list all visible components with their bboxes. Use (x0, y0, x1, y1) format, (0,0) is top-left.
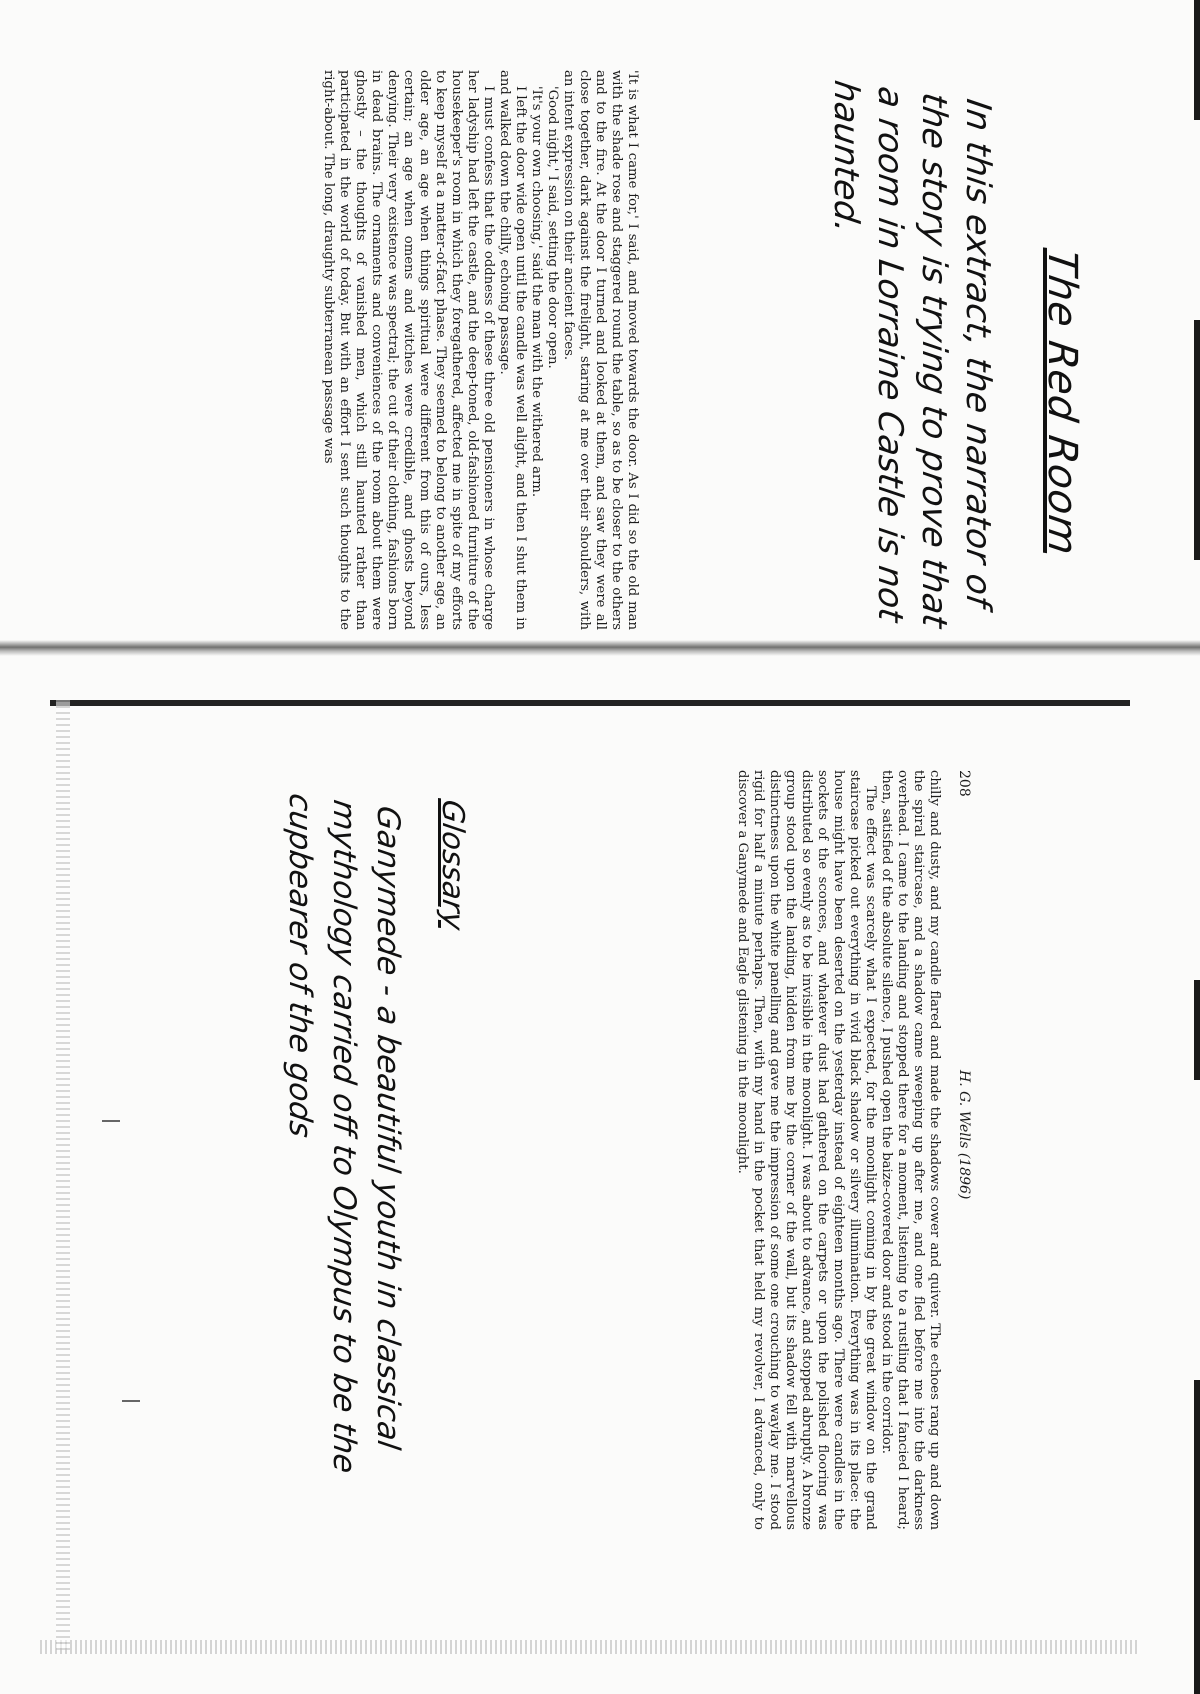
left-page-text (320, 70, 640, 630)
scan-edge-stipple (40, 1640, 1140, 1654)
scan-mark (122, 1400, 140, 1402)
glossary-entry: Ganymede - a beautiful youth in classical mythology carried off to Olympus to be the cupbearer of the gods (282, 791, 406, 1476)
scan-edge-top (1194, 0, 1200, 1694)
handwritten-title: The Red Room (1039, 246, 1085, 559)
handwritten-annotation: In this extract, the narrator of the story is trying to prove that a room in Lorraine Castle is not haunted. (826, 77, 998, 631)
scan-bottom-stipple (56, 700, 70, 1650)
paragraph: The effect was scarcely what I expected, for the moonlight coming in by the great window on the grand staircase picked out everything in vivid black shadow or silvery illumination. Everything was in its place: the house might have been deserted on the yesterday instead of eighteen months ago. There were candles in the sockets of the sconces, and whatever dust had gathered on the carpets or upon the polished flooring was distributed so evenly as to be invisible in the moonlight. I was about to advance, and stopped abruptly. A bronze group stood upon the landing, hidden from me by the corner of the wall, but its shadow fell with marvellous distinctness upon the white panelling and gave me the impression of some one crouching to waylay me. I stood rigid for half a minute perhaps. Then, with my hand in the pocket that held my revolver, I advanced, only to discover a Ganymede and Eagle glistening in the moonlight. (735, 770, 878, 1530)
scan-mark (102, 1120, 120, 1122)
paragraph: chilly and dusty, and my candle flared and made the shadows cower and quiver. The echoes rang up and down the spiral staircase, and a shadow came sweeping up after me, and one fled before me into the darkness overhead. I came to the landing and stopped there for a moment, listening to a rustling that I fancied I heard; then, satisfied of the absolute silence, I pushed open the baize-covered door and stood in the corridor. (879, 770, 942, 1530)
page-number: 208 (956, 770, 972, 797)
paragraph: I must confess that the oddness of these three old pensioners in whose charge her ladyship had left the castle, and the deep-toned, old-fashioned furniture of the housekeeper's room in which they foregathered, affected me in spite of my efforts to keep myself at a matter-of-fact phase. They seemed to belong to another age, an older age, an age when things spiritual were different from this of ours, less certain; an age when omens and witches were credible, and ghosts beyond denying. Their very existence was spectral; the cut of their clothing, fashions born in dead brains. The ornaments and conveniences of the room about them were ghostly – the thoughts of vanished men, which still haunted rather than participated in the world of today. But with an effort I sent such thoughts to the right-about. The long, draughty subterranean passage was (321, 70, 496, 630)
page-author: H. G. Wells (1896) (956, 1070, 972, 1200)
paragraph: I left the door wide open until the candle was well alight, and then I shut them in and walked down the chilly, echoing passage. (497, 70, 528, 630)
paragraph: 'Good night,' I said, setting the door open. (545, 86, 560, 369)
page-border (50, 700, 1130, 706)
right-page-text (734, 770, 942, 1530)
book-fold-shadow (0, 640, 1200, 656)
glossary-heading: Glossary (435, 797, 470, 933)
paragraph: 'It is what I came for,' I said, and moved towards the door. As I did so the old man with the shade rose and staggered round the table, so as to be closer to the others and to the fire. At the door I turned and looked at them, and saw they were all close together, dark against the firelight, staring at me over their shoulders, with an intent expression on their ancient faces. (561, 70, 640, 630)
paragraph: 'It's your own choosing,' said the man with the withered arm. (529, 86, 544, 498)
page-header (952, 770, 972, 1530)
